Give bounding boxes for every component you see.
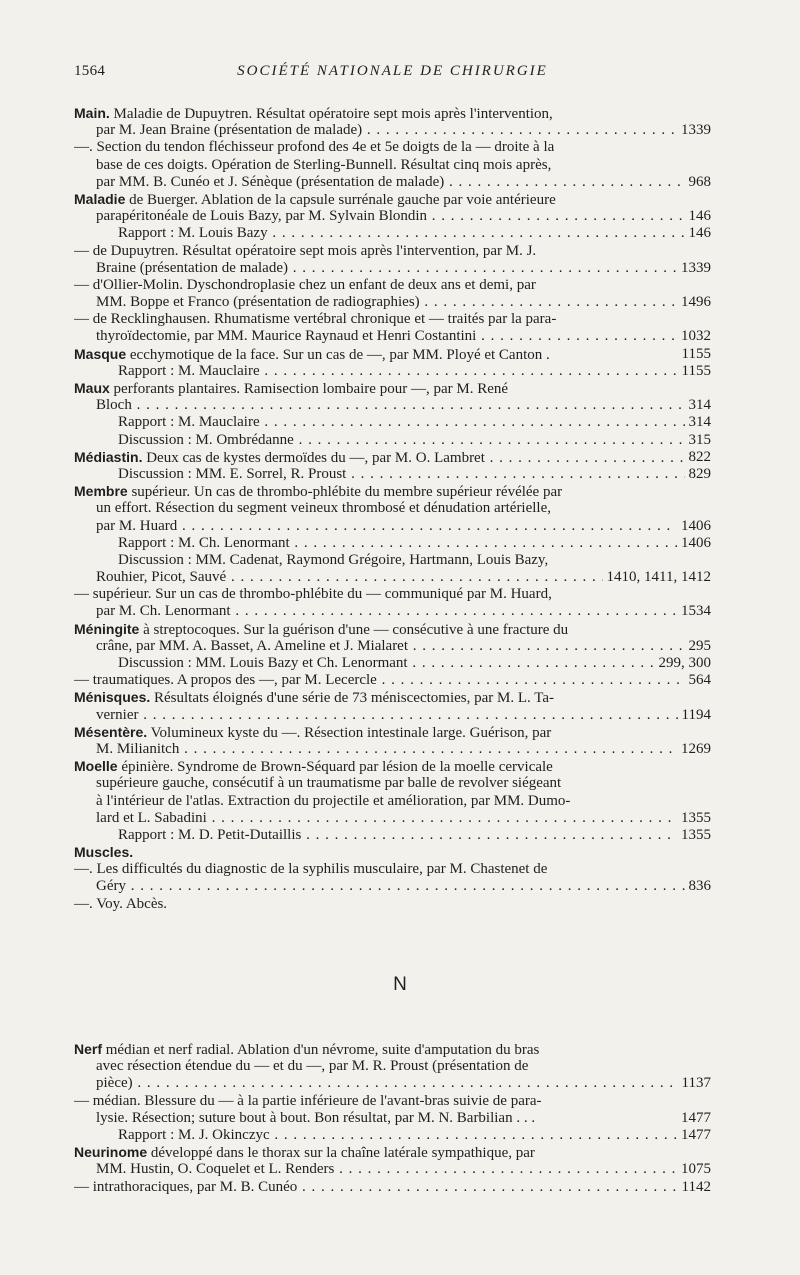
entry-text: M. Milianitch	[96, 740, 180, 757]
index-line	[74, 139, 711, 156]
index-line	[74, 535, 711, 552]
index-line	[74, 380, 711, 397]
headword: Membre	[74, 483, 128, 500]
page-reference: 315	[685, 432, 712, 449]
headword: Muscles.	[74, 844, 134, 861]
entry-text: Discussion : M. Ombrédanne	[118, 431, 294, 448]
page-reference: 1137	[678, 1075, 711, 1092]
page-reference: 314	[685, 397, 712, 414]
index-line	[74, 878, 711, 895]
index-line	[74, 122, 711, 139]
entry-text: de Buerger. Ablation de la capsule surrénale gauche par voie antérieure	[125, 191, 556, 208]
index-line-text	[74, 192, 556, 208]
index-line	[74, 586, 711, 603]
index-line	[74, 311, 711, 328]
index-line	[74, 157, 711, 174]
page-reference: 1142	[678, 1179, 711, 1196]
index-line	[74, 707, 711, 724]
index-line	[74, 569, 711, 586]
index-line	[74, 793, 711, 810]
entry-text: — de Recklinghausen. Rhumatisme vertébral chronique et — traités par la para-	[74, 311, 557, 328]
page-reference: 836	[685, 878, 712, 895]
index-line-text	[118, 1127, 711, 1143]
index-line-text	[74, 450, 711, 466]
entry-text: crâne, par MM. A. Basset, A. Ameline et J. Mialaret	[96, 637, 409, 654]
entry-text: thyroïdectomie, par MM. Maurice Raynaud et Henri Costantini	[96, 328, 477, 345]
entry-text: Résultats éloignés d'une série de 73 méniscectomies, par M. L. Ta-	[150, 690, 555, 707]
page-reference: 1269	[677, 741, 711, 758]
entry-text: un effort. Résection du segment veineux thrombosé et dénudation artérielle,	[96, 500, 552, 517]
index-line-text	[96, 174, 711, 190]
entry-text: Volumineux kyste du —. Résection intestinale large. Guérison, par	[147, 724, 552, 741]
entry-text: développé dans le thorax sur la chaîne latérale sympathique, par	[147, 1145, 535, 1162]
index-line	[74, 243, 711, 260]
headword: Masque	[74, 345, 127, 362]
headword: Ménisques.	[74, 689, 151, 706]
index-line	[74, 363, 711, 380]
entry-text: à streptocoques. Sur la guérison d'une — consécutive à une fracture du	[139, 621, 569, 638]
index-line-text	[74, 106, 553, 122]
index-line	[74, 724, 711, 741]
page-reference: 146	[685, 208, 712, 225]
index-line-text	[96, 260, 711, 276]
index-line-text	[74, 896, 167, 912]
index-line	[74, 672, 711, 689]
index-line-text	[74, 861, 547, 877]
index-line-text	[96, 397, 711, 413]
index-line-text	[74, 243, 536, 259]
letter-heading: N	[393, 974, 407, 995]
entry-text: Géry	[96, 878, 126, 895]
index-line	[74, 466, 711, 483]
index-line	[74, 328, 711, 345]
index-line-text	[96, 638, 711, 654]
index-line	[74, 260, 711, 277]
index-line	[74, 294, 711, 311]
entry-text: MM. Boppe et Franco (présentation de radiographies)	[96, 294, 420, 311]
index-line-text	[96, 775, 561, 791]
entry-text: — traumatiques. A propos des —, par M. Lecercle	[74, 672, 377, 689]
entry-text: par M. Jean Braine (présentation de malade)	[96, 122, 363, 139]
headword: Moelle	[74, 758, 118, 775]
entry-text: Braine (présentation de malade)	[96, 259, 288, 276]
index-line-text	[74, 622, 568, 638]
index-line-text	[74, 1145, 535, 1161]
index-line	[74, 225, 711, 242]
index-line	[74, 861, 711, 878]
index-line	[74, 844, 711, 861]
index-line	[74, 191, 711, 208]
page-reference: 295	[685, 638, 712, 655]
index-line-text	[96, 1075, 711, 1091]
index-line	[74, 414, 711, 431]
running-title: SOCIÉTÉ NATIONALE DE CHIRURGIE	[237, 63, 548, 79]
entry-text: par M. Ch. Lenormant	[96, 603, 231, 620]
page-reference: 299, 300	[655, 655, 712, 672]
index-line-text	[96, 793, 570, 809]
entry-text: — intrathoraciques, par M. B. Cunéo	[74, 1178, 298, 1195]
entry-text: Rouhier, Picot, Sauvé	[96, 569, 227, 586]
index-line-text	[74, 277, 536, 293]
entry-text: Rapport : M. Mauclaire	[118, 414, 260, 431]
page-reference: 564	[685, 672, 712, 689]
page-reference: 1339	[677, 260, 711, 277]
page-reference: 1406	[677, 535, 711, 552]
entry-text: Rapport : M. J. Okinczyc	[118, 1126, 270, 1143]
entry-text: — supérieur. Sur un cas de thrombo-phlébite du — communiqué par M. Huard,	[74, 586, 552, 603]
index-line-text	[118, 414, 711, 430]
index-line	[74, 689, 711, 706]
headword: Main.	[74, 105, 110, 121]
index-line	[74, 1179, 711, 1196]
index-line	[74, 896, 711, 913]
entry-text: vernier	[96, 706, 139, 723]
index-line	[74, 208, 711, 225]
page-reference: 1155	[678, 346, 711, 363]
entry-text: Maladie de Dupuytren. Résultat opératoire sept mois après l'intervention,	[109, 106, 553, 122]
index-line-text	[96, 1161, 711, 1177]
page-reference: 1355	[677, 810, 711, 827]
index-line-text	[74, 347, 550, 363]
index-line	[74, 603, 711, 620]
headword: Maladie	[74, 190, 126, 207]
page-reference: 1534	[677, 603, 711, 620]
index-line	[74, 1041, 711, 1058]
page-reference: 146	[685, 225, 712, 242]
entry-text: Discussion : MM. E. Sorrel, R. Proust	[118, 465, 347, 482]
index-line	[74, 758, 711, 775]
index-line-text	[96, 1058, 528, 1074]
entry-text: Discussion : MM. Cadenat, Raymond Grégoire, Hartmann, Louis Bazy,	[118, 551, 549, 568]
index-line	[74, 518, 711, 535]
index-line-text	[96, 741, 711, 757]
index-line-text	[74, 311, 556, 327]
index-line	[74, 277, 711, 294]
index-line	[74, 397, 711, 414]
entry-text: avec résection étendue du — et du —, par M. R. Proust (présentation de	[96, 1058, 529, 1075]
index-line-text	[96, 518, 711, 534]
entry-text: Bloch	[96, 397, 132, 414]
index-line	[74, 483, 711, 500]
index-line	[74, 1161, 711, 1178]
index-line-text	[74, 759, 553, 775]
index-line-text	[74, 845, 133, 861]
index-line	[74, 449, 711, 466]
entry-text: lysie. Résection; suture bout à bout. Bon résultat, par M. N. Barbilian . . .	[96, 1109, 536, 1126]
index-line	[74, 1127, 711, 1144]
entry-text: parapéritonéale de Louis Bazy, par M. Sylvain Blondin	[96, 208, 428, 225]
entry-text: —. Section du tendon fléchisseur profond des 4e et 5e doigts de la — droite à la	[74, 139, 555, 156]
page-number: 1564	[74, 63, 106, 79]
entry-text: Rapport : M. Louis Bazy	[118, 225, 268, 242]
entry-text: supérieur. Un cas de thrombo-phlébite du membre supérieur révélée par	[127, 484, 563, 501]
headword: Médiastin.	[74, 448, 143, 465]
index-line	[74, 655, 711, 672]
index-line-text	[74, 139, 554, 155]
headword: Méningite	[74, 620, 140, 637]
page-reference: 1355	[677, 827, 711, 844]
index-line	[74, 638, 711, 655]
entry-text: MM. Hustin, O. Coquelet et L. Renders	[96, 1161, 335, 1178]
entry-text: pièce)	[96, 1075, 133, 1092]
index-line	[74, 827, 711, 844]
headword: Maux	[74, 380, 110, 396]
index-line-text	[96, 603, 711, 619]
page-reference: 1410, 1411, 1412	[603, 569, 711, 586]
entry-text: lard et L. Sabadini	[96, 809, 207, 826]
entry-text: — médian. Blessure du — à la partie inférieure de l'avant-bras suivie de para-	[74, 1092, 542, 1109]
index-line-text	[118, 655, 711, 671]
index-line-text	[118, 432, 711, 448]
index-line-text	[96, 208, 711, 224]
index-line-text	[96, 1110, 535, 1126]
entry-text: à l'intérieur de l'atlas. Extraction du projectile et amélioration, par MM. Dumo-	[96, 792, 571, 809]
entry-text: — de Dupuytren. Résultat opératoire sept mois après l'intervention, par M. J.	[74, 242, 537, 259]
index-line	[74, 1093, 711, 1110]
index-line-text	[74, 381, 508, 397]
page-reference: 1406	[677, 518, 711, 535]
index-line-text	[118, 225, 711, 241]
index-line	[74, 1110, 711, 1127]
page-reference: 822	[685, 449, 712, 466]
index-section-m	[74, 105, 711, 913]
index-line-text	[74, 586, 552, 602]
index-line-text	[74, 484, 562, 500]
entry-text: Discussion : MM. Louis Bazy et Ch. Lenormant	[118, 655, 408, 671]
page-reference: 1477	[677, 1110, 711, 1127]
index-line	[74, 775, 711, 792]
index-line-text	[96, 878, 711, 894]
entry-text: Rapport : M. Ch. Lenormant	[118, 534, 290, 551]
headword: Mésentère.	[74, 723, 148, 740]
index-line	[74, 1075, 711, 1092]
index-line	[74, 621, 711, 638]
index-line-text	[96, 157, 551, 173]
index-line	[74, 552, 711, 569]
index-line	[74, 741, 711, 758]
page-header	[74, 63, 711, 87]
index-line-text	[96, 707, 711, 723]
index-line	[74, 810, 711, 827]
entry-text: Deux cas de kystes dermoïdes du —, par M. O. Lambret	[142, 449, 485, 466]
entry-text: base de ces doigts. Opération de Sterling-Bunnell. Résultat cinq mois après,	[96, 156, 552, 173]
entry-text: Rapport : M. D. Petit-Dutaillis	[118, 826, 302, 843]
index-line-text	[96, 500, 551, 516]
headword: Neurinome	[74, 1144, 148, 1161]
page-reference: 1496	[677, 294, 711, 311]
page-reference: 1477	[677, 1127, 711, 1144]
entry-text: épinière. Syndrome de Brown-Séquard par lésion de la moelle cervicale	[117, 759, 553, 776]
entry-text: par MM. B. Cunéo et J. Sénèque (présentation de malade)	[96, 173, 445, 190]
index-line-text	[118, 552, 548, 568]
page-reference: 314	[685, 414, 712, 431]
index-line-text	[74, 1093, 542, 1109]
index-line-text	[96, 810, 711, 826]
index-line-text	[96, 122, 711, 138]
page-reference: 1075	[677, 1161, 711, 1178]
entry-text: —. Voy. Abcès.	[74, 895, 168, 912]
entry-text: supérieure gauche, consécutif à un traumatisme par balle de revolver siégeant	[96, 775, 562, 792]
page-reference: 968	[685, 174, 712, 191]
index-line	[74, 174, 711, 191]
index-line-text	[118, 535, 711, 551]
page-reference: 1032	[677, 328, 711, 345]
index-line	[74, 500, 711, 517]
index-section-n	[74, 1041, 711, 1196]
entry-text: médian et nerf radial. Ablation d'un névrome, suite d'amputation du bras	[102, 1042, 540, 1058]
index-line-text	[74, 1042, 539, 1058]
index-line-text	[96, 328, 711, 344]
index-line-text	[74, 672, 711, 688]
index-line-text	[118, 363, 711, 379]
index-line	[74, 432, 711, 449]
entry-text: ecchymotique de la face. Sur un cas de —, par MM. Ployé et Canton .	[126, 346, 550, 363]
index-line-text	[118, 466, 711, 482]
headword: Nerf	[74, 1041, 103, 1057]
page-reference: 1339	[677, 122, 711, 139]
entry-text: par M. Huard	[96, 517, 178, 534]
index-line	[74, 105, 711, 122]
entry-text: —. Les difficultés du diagnostic de la syphilis musculaire, par M. Chastenet de	[74, 861, 548, 878]
index-line-text	[118, 827, 711, 843]
index-line-text	[74, 725, 551, 741]
entry-text: — d'Ollier-Molin. Dyschondroplasie chez un enfant de deux ans et demi, par	[74, 276, 536, 293]
index-line-text	[74, 1179, 711, 1195]
index-line	[74, 1144, 711, 1161]
index-line-text	[96, 294, 711, 310]
index-line-text	[74, 690, 554, 706]
page-reference: 1194	[678, 707, 711, 724]
entry-text: perforants plantaires. Ramisection lombaire pour —, par M. René	[109, 381, 509, 397]
page-reference: 829	[685, 466, 712, 483]
entry-text: Rapport : M. Mauclaire	[118, 362, 260, 379]
page-reference: 1155	[678, 363, 711, 380]
index-line	[74, 1058, 711, 1075]
index-line	[74, 346, 711, 363]
